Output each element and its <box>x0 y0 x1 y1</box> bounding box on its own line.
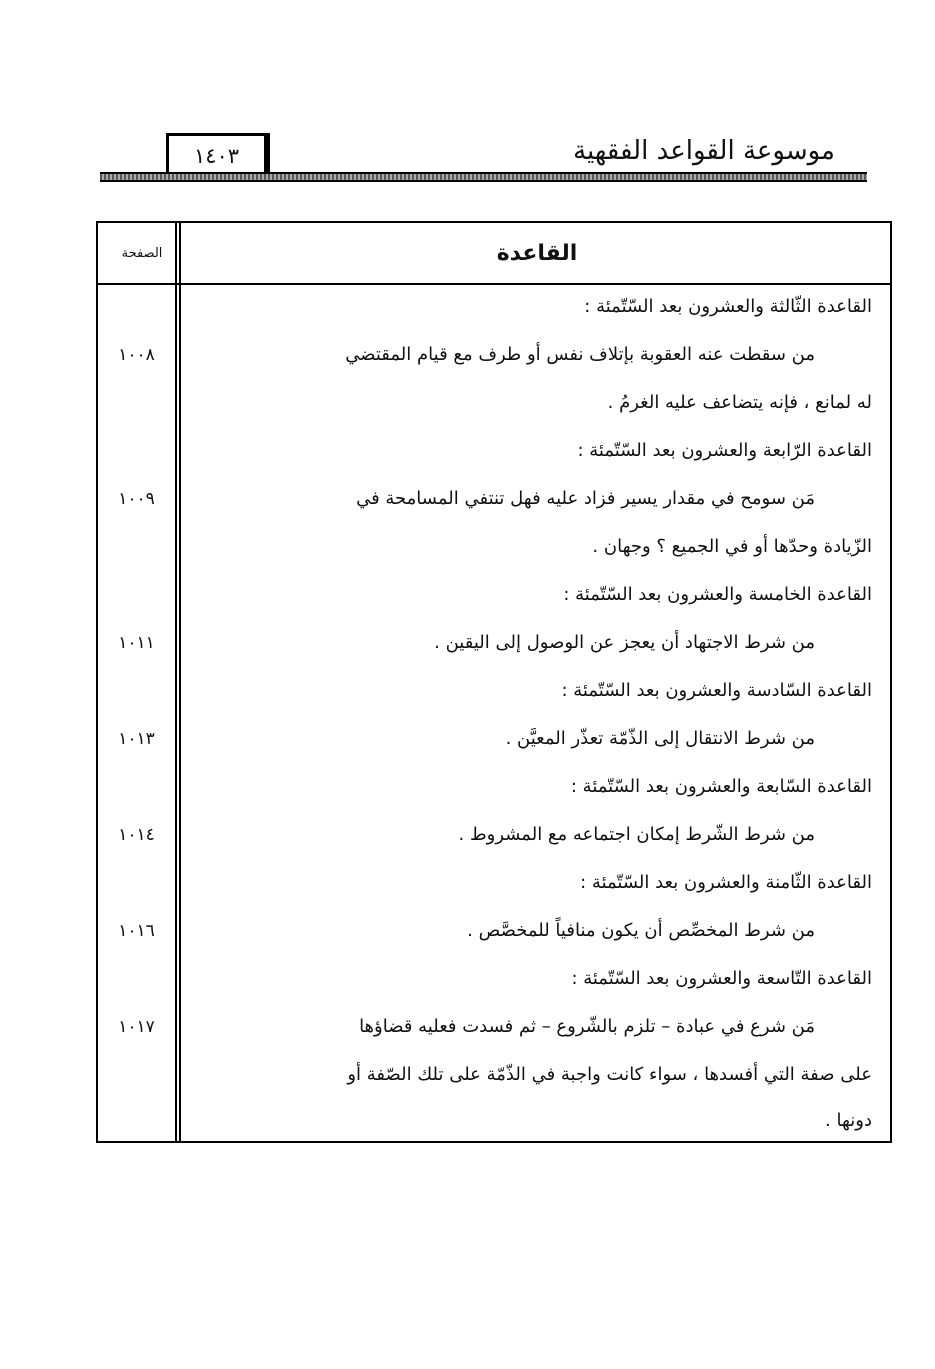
rule-line: القاعدة الثّالثة والعشرون بعد السّتّمئة : <box>584 296 872 317</box>
rule-line: له لمانع ، فإنه يتضاعف عليه الغرمُ . <box>607 392 872 413</box>
column-header-rule: القاعدة <box>184 223 890 285</box>
rule-line: دونها . <box>825 1110 872 1131</box>
page-ref: ١٠١٦ <box>118 921 155 941</box>
rule-line: من شرط الانتقال إلى الذّمّة تعذّر المعيَّن . <box>505 728 815 749</box>
header-rule <box>100 172 867 182</box>
rule-line: مَن شرع في عبادة – تلزم بالشّروع – ثم فسدت فعليه قضاؤها <box>359 1016 815 1037</box>
page-number: ١٤٠٣ <box>193 144 240 168</box>
page-header-title: موسوعة القواعد الفقهية <box>573 136 835 166</box>
column-divider <box>175 223 181 1141</box>
rule-line: القاعدة السّادسة والعشرون بعد السّتّمئة : <box>561 680 872 701</box>
rule-line: القاعدة الرّابعة والعشرون بعد السّتّمئة : <box>577 440 872 461</box>
rule-line: من سقطت عنه العقوبة بإتلاف نفس أو طرف مع قيام المقتضي <box>345 344 815 365</box>
rule-line: من شرط الاجتهاد أن يعجز عن الوصول إلى اليقين . <box>434 632 815 653</box>
page-ref: ١٠١٤ <box>118 825 155 845</box>
rule-line: القاعدة التّاسعة والعشرون بعد السّتّمئة : <box>571 968 872 989</box>
page-ref: ١٠١٧ <box>118 1017 155 1037</box>
rule-line: القاعدة الخامسة والعشرون بعد السّتّمئة : <box>563 584 872 605</box>
rule-line: على صفة التي أفسدها ، سواء كانت واجبة في الذّمّة على تلك الصّفة أو <box>347 1064 872 1085</box>
rule-line: القاعدة الثّامنة والعشرون بعد السّتّمئة : <box>580 872 872 893</box>
page-ref: ١٠١٣ <box>118 729 155 749</box>
column-header-page: الصفحة <box>98 223 186 285</box>
page-ref: ١٠٠٩ <box>118 489 155 509</box>
rule-line: من شرط الشّرط إمكان اجتماعه مع المشروط . <box>458 824 815 845</box>
rule-line: مَن سومح في مقدار يسير فزاد عليه فهل تنتفي المسامحة في <box>356 488 815 509</box>
rules-table <box>96 221 892 1143</box>
rule-line: القاعدة السّابعة والعشرون بعد السّتّمئة : <box>570 776 872 797</box>
rule-line: من شرط المخصِّص أن يكون منافياً للمخصَّص . <box>467 920 815 941</box>
rule-line: الزّيادة وحدّها أو في الجميع ؟ وجهان . <box>592 536 872 557</box>
page-ref: ١٠٠٨ <box>118 345 155 365</box>
page-ref: ١٠١١ <box>118 633 155 653</box>
